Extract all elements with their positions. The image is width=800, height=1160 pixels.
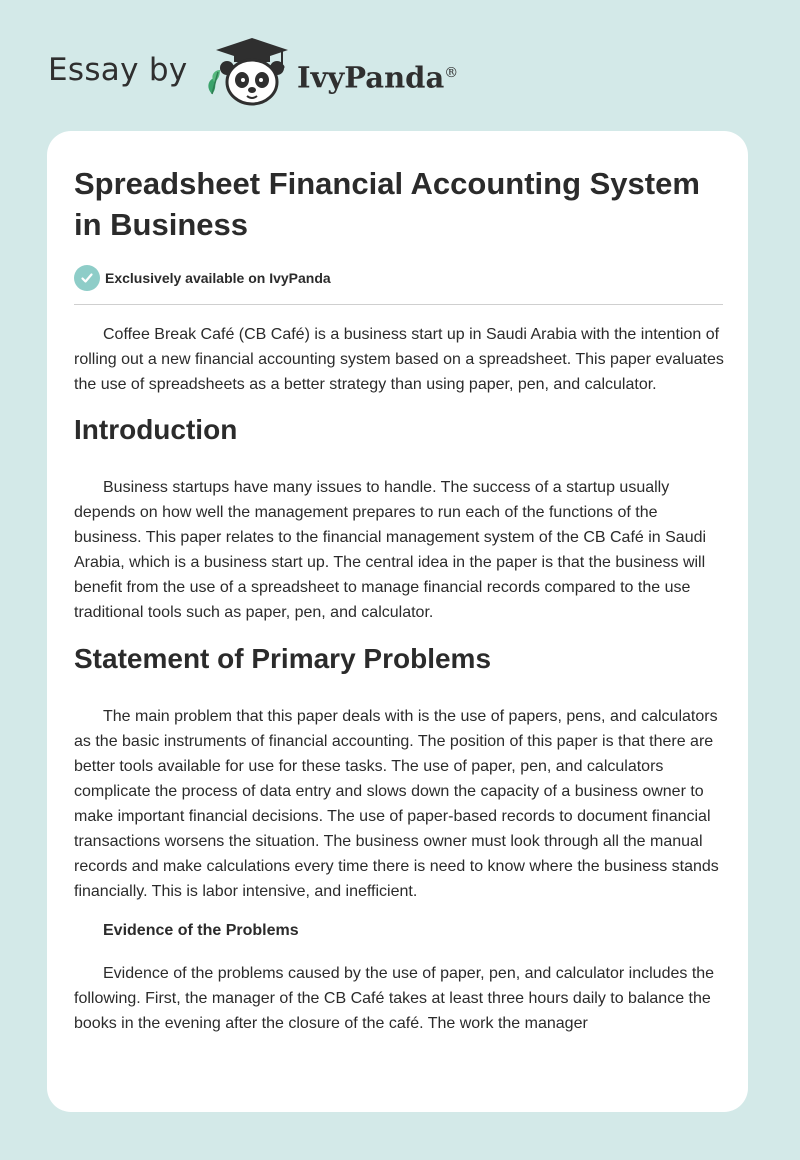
primary-problems-paragraph: The main problem that this paper deals with is the use of papers, pens, and calculators as the basic instruments of financial accounting. The position of this paper is that there are better tools available for use for these tasks. The use of paper, pen, and calculators complicate the process of data entry and slows down the capacity of a business owner to make important financial decisions. The use of paper-based records to document financial transactions worsens the situation. The business owner must look through all the manual records and make calculations every time there is need to know where the business stands financially. This is labor intensive, and inefficient. [74,708,719,900]
introduction-paragraph: Business startups have many issues to handle. The success of a startup usually depends on how well the management prepares to run each of the functions of the business. This paper relates to the financial management system of the CB Café in Saudi Arabia, which is a business start up. The central idea in the paper is that the business will benefit from the use of a spreadsheet to manage financial records compared to the use traditional tools such as paper, pen, and calculator. [74,479,707,621]
exclusive-badge [74,264,724,292]
evidence-paragraph: Evidence of the problems caused by the use of paper, pen, and calculator includes the following. First, the manager of the CB Café takes at least three hours daily to balance the books in the evening after the closure of the café. The work the manager [74,965,715,1032]
title-divider [74,304,723,305]
ivypanda-panda-logo-icon[interactable] [202,36,292,108]
registered-mark: ® [444,65,459,81]
intro-paragraph: Coffee Break Café (CB Café) is a business start up in Saudi Arabia with the intention of rolling out a new financial accounting system based on a spreadsheet. This paper evaluates the use of spreadsheets as a better strategy than using paper, pen, and calculator. [74,326,724,393]
essay-title: Spreadsheet Financial Accounting System in Business [74,166,700,242]
essay-content [74,163,724,1036]
exclusive-label: Exclusively available on IvyPanda [105,270,331,286]
check-icon [74,265,100,291]
essay-by-label: Essay by [48,52,188,88]
section-heading-introduction: Introduction [74,414,238,445]
brand-name-text: IvyPanda [297,60,445,95]
site-header [0,0,800,120]
subsection-heading-evidence: Evidence of the Problems [103,922,299,939]
ivypanda-wordmark[interactable] [297,54,458,97]
essay-card [47,131,748,1112]
section-heading-primary-problems: Statement of Primary Problems [74,643,492,674]
